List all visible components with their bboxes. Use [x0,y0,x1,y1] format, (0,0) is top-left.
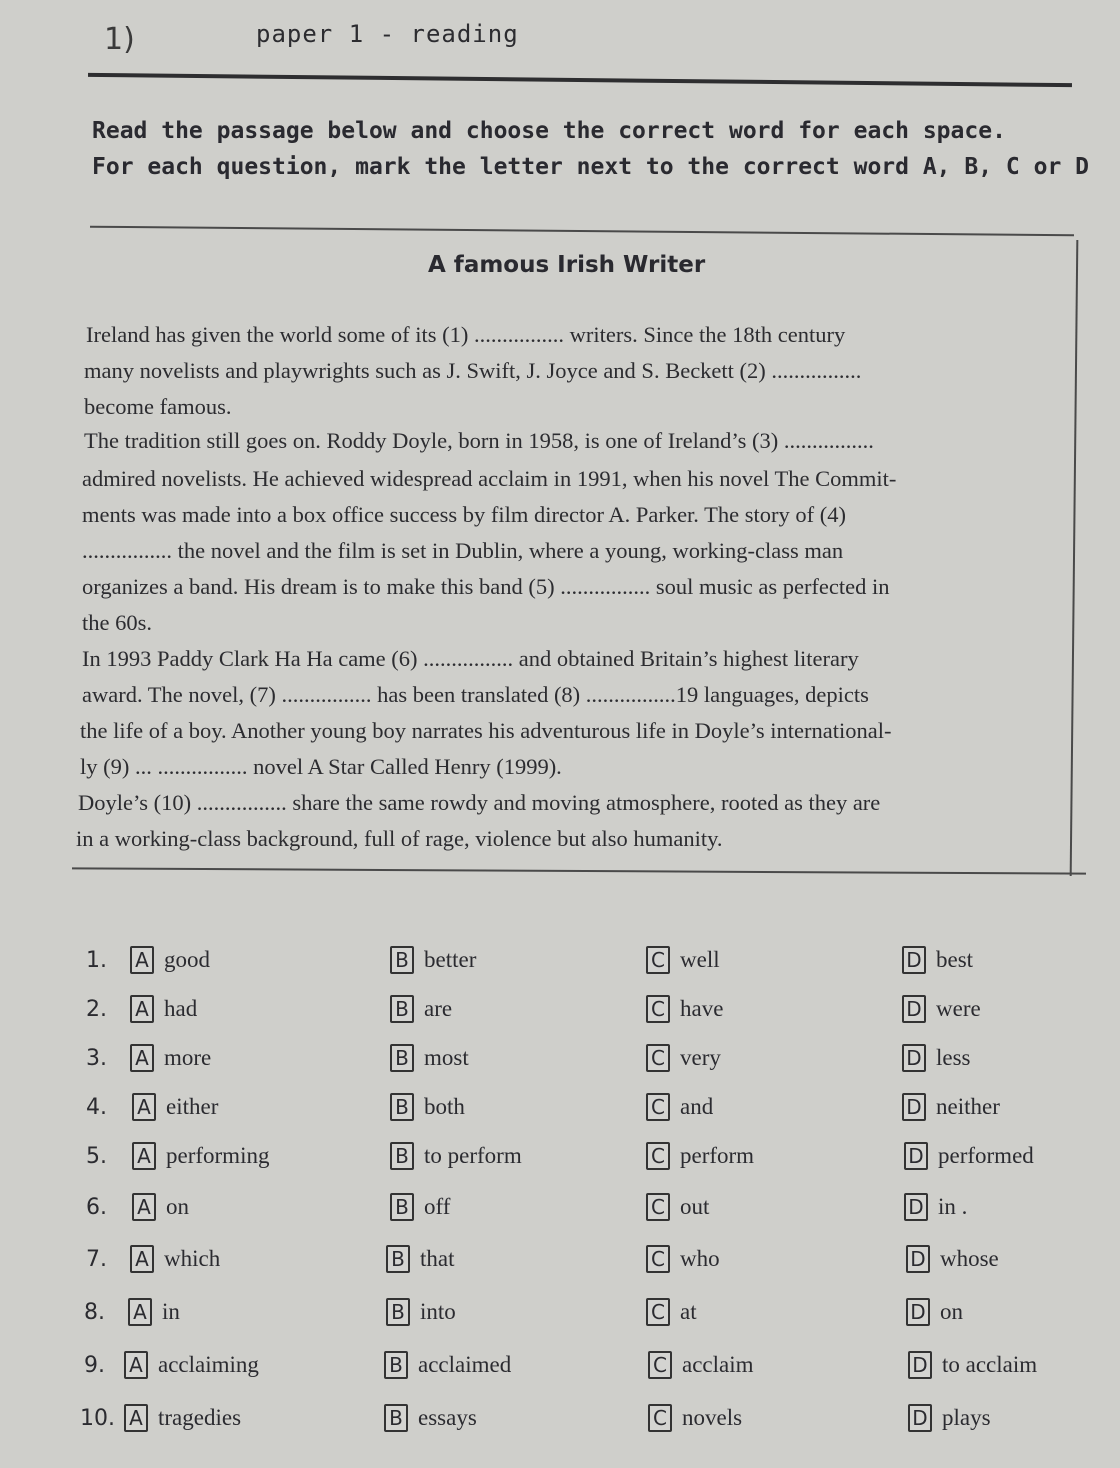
question-row [0,944,1120,988]
question-row [0,1296,1120,1340]
option-letter-box[interactable]: C [646,1142,670,1170]
answer-option-d[interactable] [904,1193,967,1221]
option-letter-box[interactable]: C [648,1404,672,1432]
question-number: 8. [84,1300,105,1325]
passage-line: In 1993 Paddy Clark Ha Ha came (6) ................ and obtained Britain’s highest literary [82,646,859,671]
answer-option-d[interactable] [906,1298,963,1326]
paper-header: paper 1 - reading [256,20,519,48]
passage-box-right-border [1070,240,1079,876]
option-letter-box[interactable]: D [902,1093,926,1121]
option-word: novels [682,1405,743,1430]
option-letter-box[interactable]: B [384,1404,408,1432]
option-letter-box[interactable]: C [646,946,670,974]
passage-line: the 60s. [82,610,152,635]
answer-option-b[interactable] [390,1044,469,1072]
answer-option-c[interactable] [646,995,723,1023]
answer-option-a[interactable] [128,1298,180,1326]
handwritten-page-number: 1) [104,22,135,57]
option-word: to acclaim [942,1352,1038,1377]
option-word: and [680,1094,714,1119]
question-row [0,1042,1120,1086]
option-letter-box[interactable]: B [390,1093,414,1121]
option-word: to perform [424,1143,522,1168]
passage-line: ments was made into a box office success by film director A. Parker. The story of (4) [82,502,846,527]
question-row [0,1140,1120,1184]
option-word: on [940,1299,963,1324]
question-row [0,1402,1120,1446]
question-number: 6. [86,1195,107,1220]
answer-option-a[interactable] [132,1193,189,1221]
option-word: well [680,947,720,972]
option-letter-box[interactable]: B [390,1193,414,1221]
option-word: at [680,1299,697,1324]
passage-line: The tradition still goes on. Roddy Doyle, born in 1958, is one of Ireland’s (3) ................ [84,428,874,453]
answer-option-c[interactable] [646,1193,709,1221]
answer-option-a[interactable] [132,1142,269,1170]
option-word: were [936,996,981,1021]
option-letter-box[interactable]: D [902,995,926,1023]
answer-option-d[interactable] [904,1142,1034,1170]
passage-line: many novelists and playwrights such as J. Swift, J. Joyce and S. Beckett (2) ................ [84,358,862,383]
passage-box-top-border [90,226,1074,237]
question-number: 5. [86,1144,107,1169]
answer-option-d[interactable] [908,1351,1037,1379]
option-word: acclaim [682,1352,754,1377]
passage-line: in a working-class background, full of rage, violence but also humanity. [76,826,723,851]
passage-line: award. The novel, (7) ................ has been translated (8) ................19 languages, depicts [82,682,869,707]
option-letter-box[interactable]: B [386,1298,410,1326]
option-word: very [680,1045,721,1070]
option-letter-box[interactable]: B [384,1351,408,1379]
option-word: more [164,1045,212,1070]
passage-line: ................ the novel and the film is set in Dublin, where a young, working-class man [82,538,844,563]
instruction-line-1: Read the passage below and choose the correct word for each space. [92,118,1006,144]
option-letter-box[interactable]: A [124,1404,148,1432]
answer-option-a[interactable] [130,1044,211,1072]
question-number: 10. [80,1406,115,1431]
option-word: tragedies [158,1405,242,1430]
answer-option-a[interactable] [132,1093,218,1121]
option-word: have [680,996,724,1021]
answer-option-d[interactable] [908,1404,991,1432]
option-letter-box[interactable]: A [132,1093,156,1121]
question-row [0,1349,1120,1393]
option-word: which [164,1246,221,1271]
option-letter-box[interactable]: A [130,995,154,1023]
option-letter-box[interactable]: A [132,1142,156,1170]
question-number: 4. [86,1095,107,1120]
passage-line: become famous. [84,394,232,419]
answer-option-b[interactable] [390,1093,465,1121]
option-letter-box[interactable]: C [648,1351,672,1379]
answer-option-c[interactable] [646,1044,721,1072]
option-letter-box[interactable]: C [646,995,670,1023]
question-row [0,1091,1120,1135]
option-letter-box[interactable]: D [904,1142,928,1170]
question-row [0,1191,1120,1235]
answer-option-c[interactable] [646,946,720,974]
passage-line: Doyle’s (10) ................ share the same rowdy and moving atmosphere, rooted as they are [78,790,881,815]
answer-option-d[interactable] [902,995,981,1023]
answer-option-c[interactable] [646,1298,697,1326]
option-letter-box[interactable]: B [390,1142,414,1170]
option-letter-box[interactable]: B [390,995,414,1023]
option-letter-box[interactable]: A [128,1298,152,1326]
answer-option-a[interactable] [130,946,210,974]
answer-option-d[interactable] [902,946,973,974]
option-word: both [424,1094,465,1119]
option-word: whose [940,1246,999,1271]
option-letter-box[interactable]: D [908,1404,932,1432]
option-word: performing [166,1143,270,1168]
answer-option-b[interactable] [386,1245,455,1273]
question-row [0,993,1120,1037]
option-word: less [936,1045,971,1070]
option-word: who [680,1246,720,1271]
question-number: 7. [86,1247,107,1272]
passage-line: admired novelists. He achieved widespread acclaim in 1991, when his novel The Commit- [82,466,897,491]
option-word: that [420,1246,455,1271]
passage-line: ly (9) ... ................ novel A Star Called Henry (1999). [80,754,562,779]
option-letter-box[interactable]: D [906,1245,930,1273]
answer-option-d[interactable] [902,1044,971,1072]
option-letter-box[interactable]: D [904,1193,928,1221]
instruction-line-2: For each question, mark the letter next to the correct word A, B, C or D [92,154,1089,180]
option-word: acclaimed [418,1352,512,1377]
option-letter-box[interactable]: B [390,946,414,974]
passage-line: organizes a band. His dream is to make this band (5) ................ soul music as perfected in [82,574,890,599]
option-letter-box[interactable]: A [130,1044,154,1072]
option-letter-box[interactable]: A [130,946,154,974]
answer-option-a[interactable] [124,1404,241,1432]
option-word: perform [680,1143,755,1168]
answer-option-b[interactable] [384,1404,477,1432]
answer-option-b[interactable] [384,1351,511,1379]
passage-box-bottom-border [72,867,1086,874]
option-letter-box[interactable]: A [124,1351,148,1379]
option-word: most [424,1045,469,1070]
option-word: had [164,996,198,1021]
option-word: out [680,1194,710,1219]
option-letter-box[interactable]: B [390,1044,414,1072]
question-number: 2. [86,997,107,1022]
option-word: acclaiming [158,1352,259,1377]
answer-option-a[interactable] [130,995,197,1023]
option-word: on [166,1194,189,1219]
option-letter-box[interactable]: C [646,1044,670,1072]
question-number: 3. [86,1046,107,1071]
question-row [0,1243,1120,1287]
option-word: performed [938,1143,1034,1168]
option-letter-box[interactable]: C [646,1245,670,1273]
option-letter-box[interactable]: C [646,1193,670,1221]
option-word: in [162,1299,180,1324]
answer-option-b[interactable] [390,1142,522,1170]
option-word: better [424,947,477,972]
answer-option-a[interactable] [124,1351,259,1379]
option-letter-box[interactable]: D [902,1044,926,1072]
answer-option-b[interactable] [386,1298,456,1326]
option-letter-box[interactable]: A [132,1193,156,1221]
answer-option-b[interactable] [390,1193,450,1221]
option-letter-box[interactable]: A [130,1245,154,1273]
option-word: best [936,947,974,972]
option-word: plays [942,1405,991,1430]
passage-title: A famous Irish Writer [428,252,706,278]
option-letter-box[interactable]: C [646,1298,670,1326]
option-word: into [420,1299,456,1324]
option-letter-box[interactable]: D [902,946,926,974]
option-word: are [424,996,453,1021]
answer-option-d[interactable] [902,1093,1000,1121]
question-number: 9. [84,1353,105,1378]
answer-option-c[interactable] [646,1245,720,1273]
passage-line: Ireland has given the world some of its (1) ................ writers. Since the 18th century [86,322,846,347]
option-word: off [424,1194,451,1219]
option-letter-box[interactable]: D [906,1298,930,1326]
answer-option-c[interactable] [648,1351,754,1379]
option-word: essays [418,1405,477,1430]
answer-option-b[interactable] [390,946,476,974]
answer-option-d[interactable] [906,1245,999,1273]
question-number: 1. [86,948,107,973]
answer-option-c[interactable] [646,1093,713,1121]
passage-line: the life of a boy. Another young boy narrates his adventurous life in Doyle’s international- [80,718,892,743]
option-letter-box[interactable]: B [386,1245,410,1273]
option-word: neither [936,1094,1000,1119]
answer-option-b[interactable] [390,995,452,1023]
answer-option-c[interactable] [648,1404,742,1432]
option-word: either [166,1094,219,1119]
option-letter-box[interactable]: C [646,1093,670,1121]
answer-option-c[interactable] [646,1142,754,1170]
option-word: good [164,947,210,972]
option-letter-box[interactable]: D [908,1351,932,1379]
header-divider [88,73,1072,87]
option-word: in . [938,1194,968,1219]
answer-option-a[interactable] [130,1245,220,1273]
